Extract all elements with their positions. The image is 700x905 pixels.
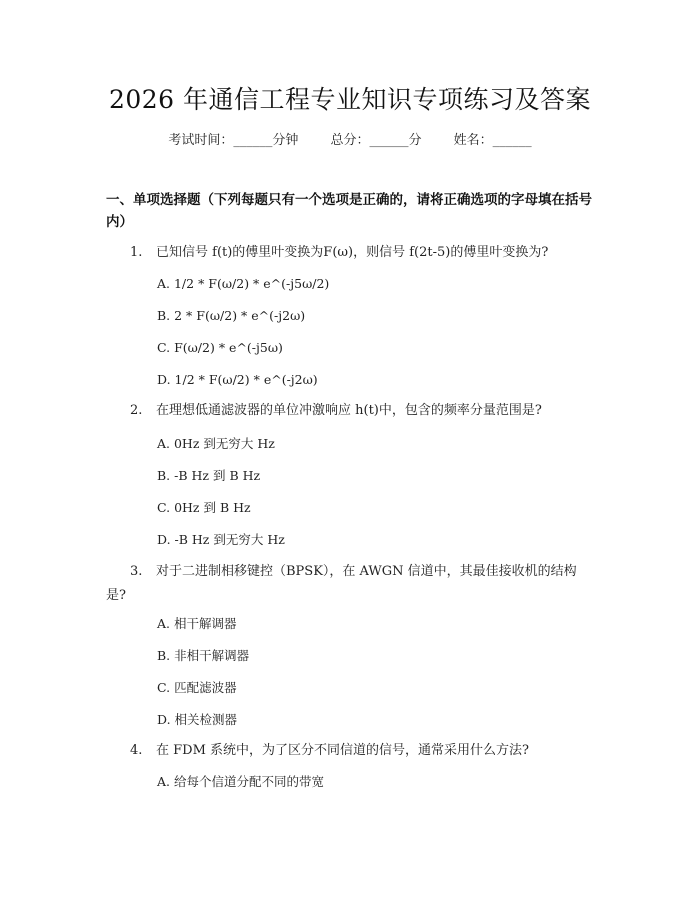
question-number: 1. bbox=[130, 245, 143, 260]
exam-meta bbox=[0, 131, 700, 151]
question-3-option-b: B. 非相干解调器 bbox=[157, 648, 250, 663]
question-2-option-d: D. -B Hz 到无穷大 Hz bbox=[157, 532, 285, 547]
question-text: 对于二进制相移键控（BPSK），在 AWGN 信道中，其最佳接收机的结构是? bbox=[106, 564, 577, 603]
question-2 bbox=[106, 399, 596, 423]
question-1-option-a: A. 1/2 * F(ω/2) * e^(-j5ω/2) bbox=[157, 276, 330, 291]
total-score-field: 总分：______分 bbox=[330, 133, 422, 148]
question-3-option-d: D. 相关检测器 bbox=[157, 712, 238, 727]
document-title: 2026 年通信工程专业知识专项练习及答案 bbox=[108, 85, 592, 114]
question-1-option-d: D. 1/2 * F(ω/2) * e^(-j2ω) bbox=[157, 372, 318, 387]
question-2-option-b: B. -B Hz 到 B Hz bbox=[157, 468, 261, 483]
question-2-option-c: C. 0Hz 到 B Hz bbox=[157, 500, 251, 515]
question-1 bbox=[106, 241, 596, 265]
question-1-option-b: B. 2 * F(ω/2) * e^(-j2ω) bbox=[157, 308, 306, 323]
question-3-option-c: C. 匹配滤波器 bbox=[157, 680, 237, 695]
question-3-option-a: A. 相干解调器 bbox=[157, 616, 237, 631]
question-number: 4. bbox=[130, 743, 143, 758]
section-heading: 一、单项选择题（下列每题只有一个选项是正确的，请将正确选项的字母填在括号内） bbox=[106, 192, 592, 230]
question-text: 在理想低通滤波器的单位冲激响应 h(t)中，包含的频率分量范围是? bbox=[156, 403, 542, 418]
question-number: 2. bbox=[130, 403, 143, 418]
question-1-option-c: C. F(ω/2) * e^(-j5ω) bbox=[157, 340, 283, 355]
question-text: 在 FDM 系统中，为了区分不同信道的信号，通常采用什么方法? bbox=[156, 743, 529, 758]
question-4-option-a: A. 给每个信道分配不同的带宽 bbox=[157, 774, 324, 789]
question-text: 已知信号 f(t)的傅里叶变换为F(ω)，则信号 f(2t-5)的傅里叶变换为? bbox=[156, 245, 549, 260]
question-2-option-a: A. 0Hz 到无穷大 Hz bbox=[157, 436, 275, 451]
student-name-field: 姓名：______ bbox=[453, 133, 532, 148]
question-number: 3. bbox=[130, 564, 143, 579]
question-3 bbox=[106, 560, 596, 608]
question-4 bbox=[106, 739, 596, 763]
exam-time-field: 考试时间：______分钟 bbox=[168, 133, 299, 148]
